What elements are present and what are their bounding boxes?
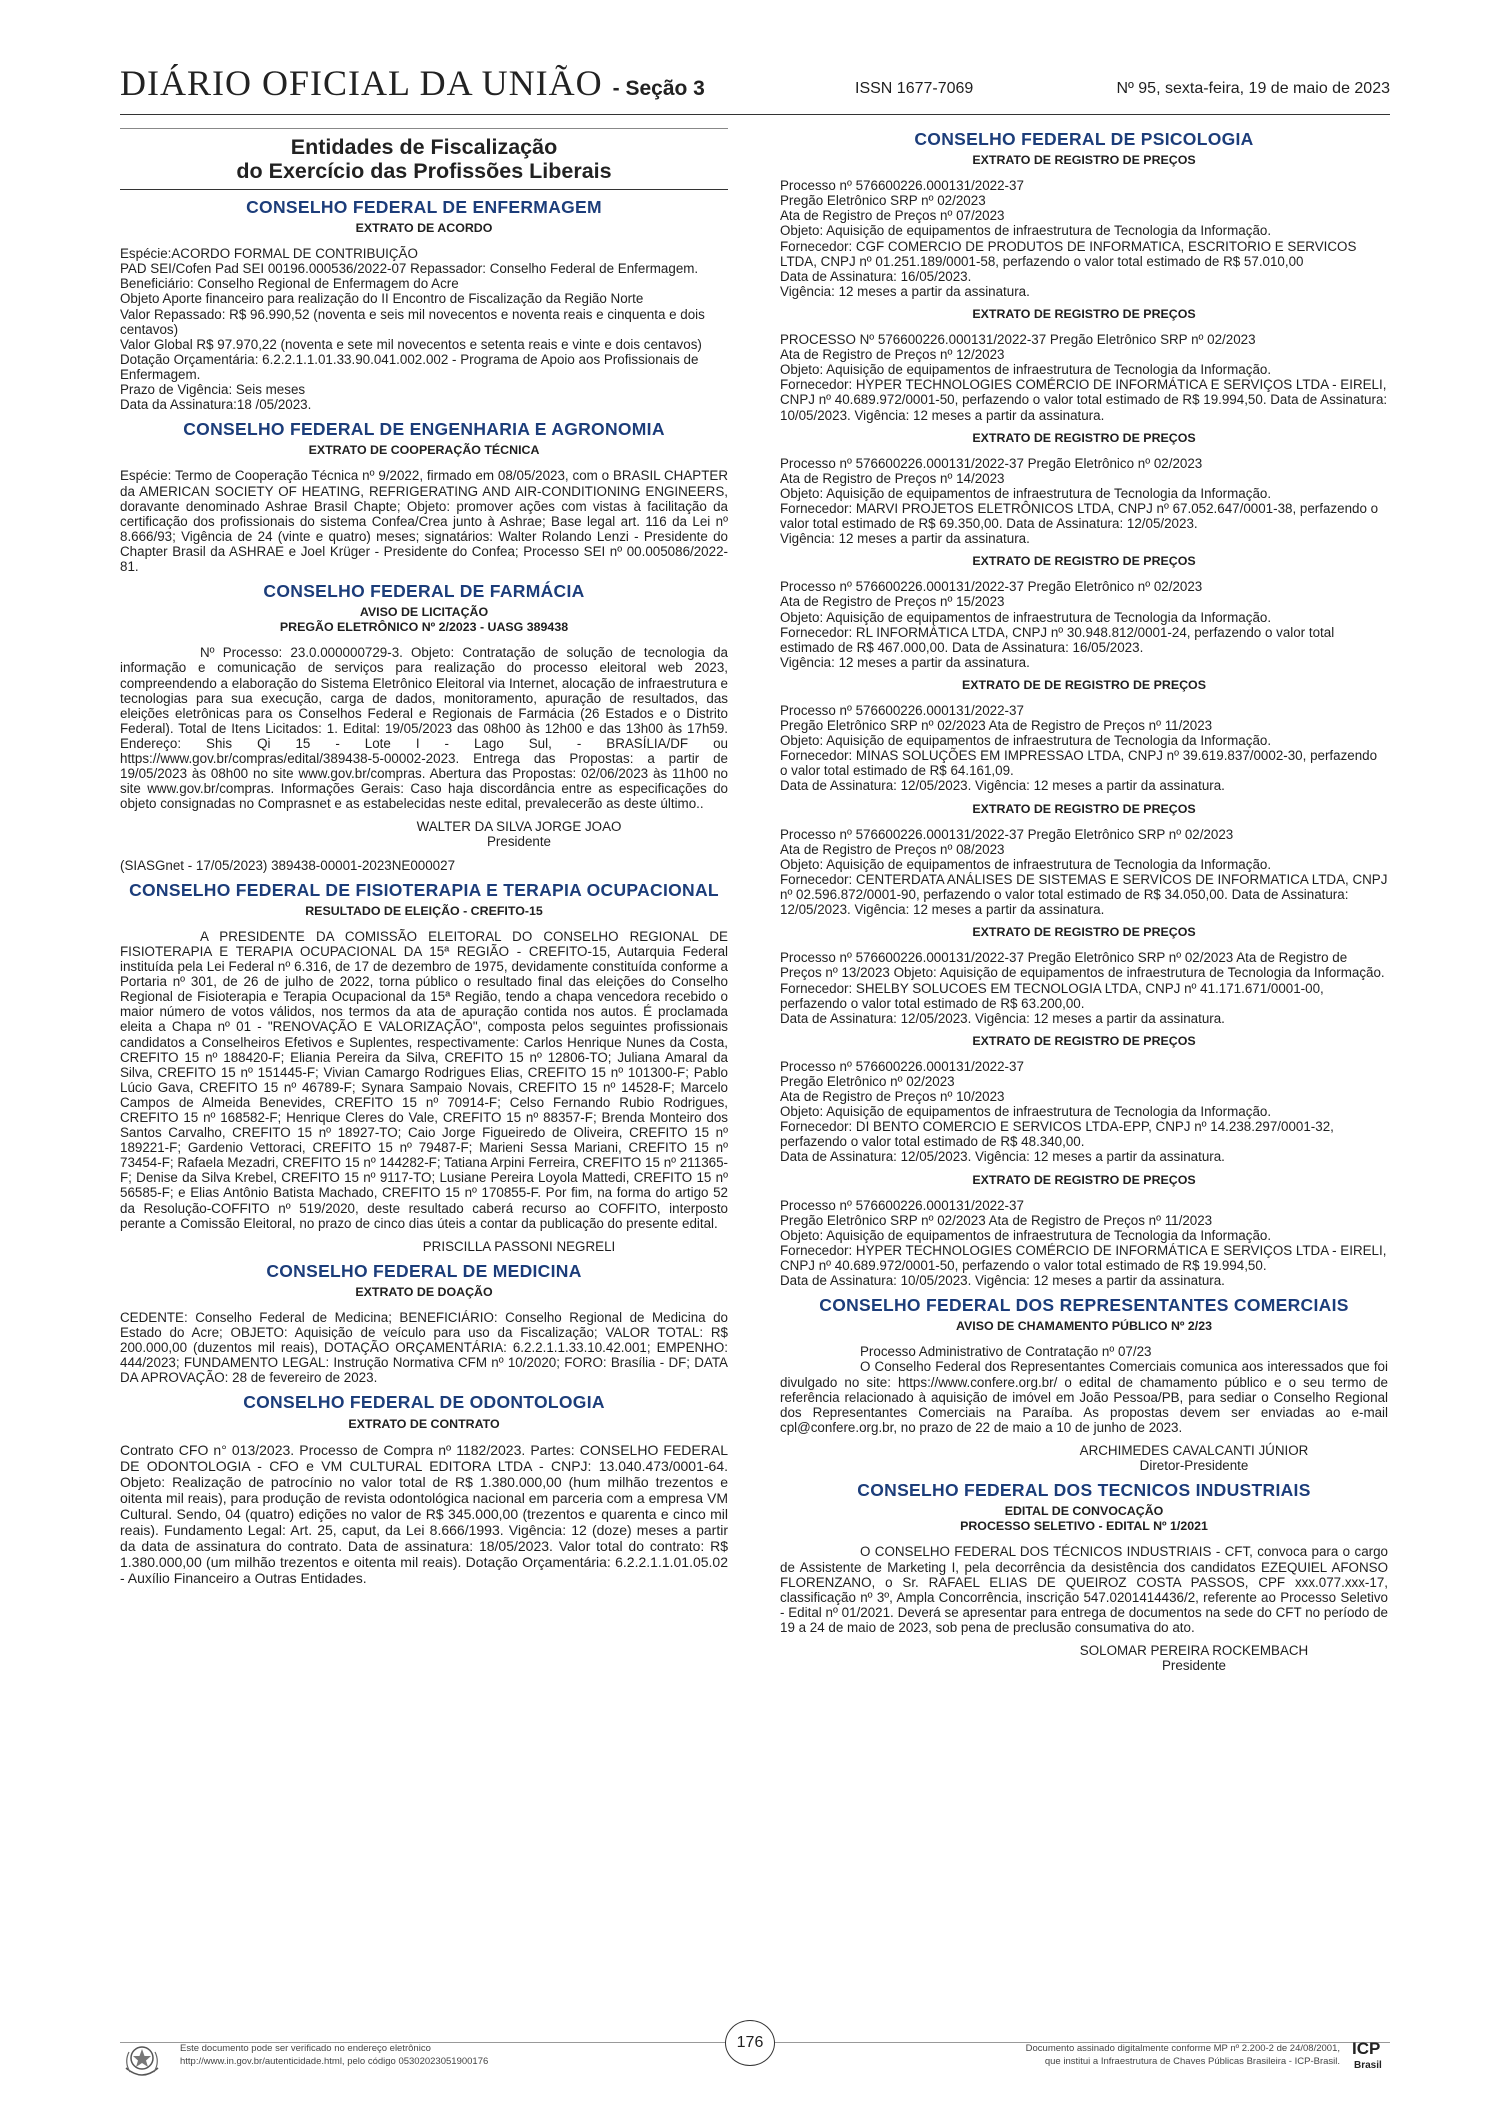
signature-block [310, 819, 728, 849]
extract-item [780, 678, 1388, 794]
act-title: EXTRATO DE ACORDO [355, 221, 493, 236]
act-title: EXTRATO DE DOAÇÃO [355, 1284, 493, 1299]
act-text: O Conselho Federal dos Representantes Comerciais comunica aos interessados que foi divulgado no site: https://www.confere.org.br/ o edital de chamamento público e o seu termo de referência relacionado à aquisição de imóvel em João Pessoa/PB, para sediar o Conselho Regional dos Representantes Comerciais na Paraíba. As propostas devem ser enviadas ao e-mail cpl@confere.org.br, no prazo de 22 de maio a 10 de junho de 2023. [780, 1359, 1388, 1435]
icp-brasil-logo-icon [1350, 2036, 1390, 2080]
extract-text: Processo nº 576600226.000131/2022-37 Pregão Eletrônico SRP nº 02/2023 Ata de Registro de Preços nº 07/2023 Objeto: Aquisição de equipamentos de infraestrutura de Tecnologia da Informação. Fornecedor: CGF COMERCIO DE PRODUTOS DE INFORMATICA, ESCRITORIO E SERVICOS LTDA, CNPJ nº 01.251.189/0001-58, perfazendo o valor total estimado de R$ 57.010,00 Data de Assinatura: 16/05/2023. Vigência: 12 meses a partir da assinatura. [780, 178, 1357, 299]
act-text: Espécie: Termo de Cooperação Técnica nº 9/2022, firmado em 08/05/2023, com o BRASIL CHAPTER da AMERICAN SOCIETY OF HEATING, REFRIGERATING AND AIR-CONDITIONING ENGINEERS, doravante denominado Ashrae Brasil Chapte; Objeto: promover ações com vistas à facilitação da certificação dos profissionais do sistema Confea/Crea junto à Ashrae; Base legal art. 116 da Lei nº 8.666/93; Vigência de 24 (vinte e quatro) meses; signatários: Walter Rolando Lenzi - Presidente do Chapter Brasil da ASHRAE e Joel Krüger - Presidente do Confea; Processo SEI nº 00.005086/2022-81. [120, 468, 728, 574]
issue-info: Nº 95, sexta-feira, 19 de maio de 2023 [1116, 80, 1390, 97]
act-subtitle: PROCESSO SELETIVO - EDITAL Nº 1/2021 [960, 1519, 1208, 1534]
extract-item [780, 554, 1388, 670]
org-psicologia: CONSELHO FEDERAL DE PSICOLOGIA [914, 129, 1254, 149]
extract-title: EXTRATO DE REGISTRO DE PREÇOS [972, 1033, 1196, 1048]
issn: ISSN 1677-7069 [855, 80, 974, 97]
signer-name: ARCHIMEDES CAVALCANTI JÚNIOR [1079, 1442, 1309, 1458]
extract-item [780, 153, 1388, 299]
act-text: Nº Processo: 23.0.000000729-3. Objeto: Contratação de solução de tecnologia da informação e comunicação de serviços para realização do processo eleitoral web 2023, compreendendo a elaboração do Sistema Eletrônico Eleitoral via Internet, alocação de infraestrutura e tecnologias para sua execução, carga de dados, monitoramento, apuração de resultados, das eleições eletrônicas para os Conselhos Federal e Regionais de Farmácia (26 Estados e o Distrito Federal). Total de Itens Licitados: 1. Edital: 19/05/2023 das 08h00 às 12h00 e das 13h00 às 17h59. Endereço: Shis Qi 15 - Lote I - Lago Sul, - BRASÍLIA/DF ou https://www.gov.br/compras/edital/389438-5-00002-2023. Entrega das Propostas: a partir de 19/05/2023 às 08h00 no site www.gov.br/compras. Abertura das Propostas: 02/06/2023 às 11h00 no site www.gov.br/compras. Informações Gerais: Caso haja discordância entre as especificações do objeto consignadas no Comprasnet e as estabelecidas neste edital, prevalecerão as deste último.. [120, 645, 728, 812]
extract-text: Processo nº 576600226.000131/2022-37 Pregão Eletrônico SRP nº 02/2023 Ata de Registro de Preços nº 13/2023 Objeto: Aquisição de equipamentos de infraestrutura de Tecnologia da Informação. Fornecedor: SHELBY SOLUCOES EM TECNOLOGIA LTDA, CNPJ nº 41.171.671/0001-00, perfazendo o valor total estimado de R$ 63.200,00. Data de Assinatura: 12/05/2023. Vigência: 12 meses a partir da assinatura. [780, 950, 1385, 1026]
svg-text:ICPBrasil: ICP Brasil [1352, 2039, 1382, 2071]
act-text: Contrato CFO n° 013/2023. Processo de Compra nº 1182/2023. Partes: CONSELHO FEDERAL DE ODONTOLOGIA - CFO e VM CULTURAL EDITORA LTDA - CNPJ: 13.040.473/0001-64. Objeto: Realização de patrocínio no valor total de R$ 1.380.000,00 (hum milhão trezentos e oitenta mil reais), para produção de revista odontológica nacional em parceria com a empresa VM Cultural. Sendo, 04 (quatro) edições no valor de R$ 345.000,00 (trezentos e quarenta e cinco mil reais). Fundamento Legal: Art. 25, caput, da Lei 8.666/1993. Vigência: 12 (doze) meses a partir da data de assinatura do contrato. Data de assinatura: 18/05/2023. Valor total do contrato: R$ 1.380.000,00 (um milhão trezentos e oitenta mil reais). Dotação Orçamentária: 6.2.2.1.1.01.05.02 - Auxílio Financeiro a Outras Entidades. [120, 1441, 728, 1586]
org-enfermagem: CONSELHO FEDERAL DE ENFERMAGEM [246, 197, 602, 217]
extract-title: EXTRATO DE REGISTRO DE PREÇOS [972, 554, 1196, 569]
extract-title: EXTRATO DE REGISTRO DE PREÇOS [972, 430, 1196, 445]
org-fisioterapia: CONSELHO FEDERAL DE FISIOTERAPIA E TERAPIA OCUPACIONAL [129, 879, 719, 900]
right-column [780, 128, 1388, 1675]
extract-title: EXTRATO DE REGISTRO DE PREÇOS [972, 153, 1196, 168]
act-title: AVISO DE CHAMAMENTO PÚBLICO Nº 2/23 [955, 1319, 1213, 1334]
page-number: 176 [725, 2020, 775, 2066]
extract-title: EXTRATO DE REGISTRO DE PREÇOS [972, 801, 1196, 816]
extract-text: Processo nº 576600226.000131/2022-37 Pregão Eletrônico SRP nº 02/2023 Ata de Registro de Preços nº 11/2023 Objeto: Aquisição de equipamentos de infraestrutura de Tecnologia da Informação. Fornecedor: MINAS SOLUÇÕES EM IMPRESSAO LTDA, CNPJ nº 39.619.837/0002-30, perfazendo o valor total estimado de R$ 64.161,09. Data de Assinatura: 12/05/2023. Vigência: 12 meses a partir da assinatura. [780, 703, 1378, 794]
act-text: O CONSELHO FEDERAL DOS TÉCNICOS INDUSTRIAIS - CFT, convoca para o cargo de Assistente de Marketing I, pela decorrência da desistência dos candidatos EZEQUIEL AFONSO FLORENZANO, o Sr. RAFAEL ELIAS DE QUEIROZ COSTA PASSOS, CPF xxx.077.xxx-17, classificação nº 3º, Ampla Concorrência, inscrição 547.0201414436/2, referente ao Processo Seletivo - Edital nº 01/2021. Deverá se apresentar para entrega de documentos na sede do CFT no período de 19 a 24 de maio de 2023, sob pena de preclusão consumativa do ato. [780, 1544, 1388, 1635]
org-farmacia: CONSELHO FEDERAL DE FARMÁCIA [263, 581, 585, 602]
verification-note: Este documento pode ser verificado no endereço eletrônico http://www.in.gov.br/autenticidade.html, pelo código 05302023051900176 [180, 2043, 489, 2067]
extract-item [780, 802, 1388, 918]
org-odontologia: CONSELHO FEDERAL DE ODONTOLOGIA [243, 1392, 605, 1413]
signer-name: SOLOMAR PEREIRA ROCKEMBACH [1079, 1642, 1309, 1658]
extract-text: Processo nº 576600226.000131/2022-37 Pregão Eletrônico SRP nº 02/2023 Ata de Registro de Preços nº 08/2023 Objeto: Aquisição de equipamentos de infraestrutura de Tecnologia da Informação. Fornecedor: CENTERDATA ANÁLISES DE SISTEMAS E SERVICOS DE INFORMATICA LTDA, CNPJ nº 02.596.872/0001-90, perfazendo o valor total estimado de R$ 34.050,00. Data de Assinatura: 12/05/2023. Vigência: 12 meses a partir da assinatura. [780, 826, 1388, 918]
extract-text: Processo nº 576600226.000131/2022-37 Pregão Eletrônico nº 02/2023 Ata de Registro de Preços nº 14/2023 Objeto: Aquisição de equipamentos de infraestrutura de Tecnologia da Informação. Fornecedor: MARVI PROJETOS ELETRÔNICOS LTDA, CNPJ nº 67.052.647/0001-38, perfazendo o valor total estimado de R$ 69.350,00. Data de Assinatura: 12/05/2023. Vigência: 12 meses a partir da assinatura. [780, 455, 1379, 547]
section-heading: Entidades de Fiscalização do Exercício das Profissões Liberais [120, 135, 728, 190]
signer-role: Presidente [1161, 1658, 1227, 1674]
signer-name: WALTER DA SILVA JORGE JOAO [416, 819, 622, 835]
org-engenharia: CONSELHO FEDERAL DE ENGENHARIA E AGRONOMIA [183, 419, 665, 440]
extract-item [780, 925, 1388, 1026]
act-title: AVISO DE LICITAÇÃO [359, 605, 489, 620]
extract-text: Processo nº 576600226.000131/2022-37 Pregão Eletrônico nº 02/2023 Ata de Registro de Preços nº 10/2023 Objeto: Aquisição de equipamentos de infraestrutura de Tecnologia da Informação. Fornecedor: DI BENTO COMERCIO E SERVICOS LTDA-EPP, CNPJ nº 14.238.297/0001-32, perfazendo o valor total estimado de R$ 48.340,00. Data de Assinatura: 12/05/2023. Vigência: 12 meses a partir da assinatura. [780, 1058, 1334, 1165]
page-header [120, 62, 1390, 115]
act-text: CEDENTE: Conselho Federal de Medicina; BENEFICIÁRIO: Conselho Regional de Medicina do Estado do Acre; OBJETO: Aquisição de veículo para uso da Fiscalização; VALOR TOTAL: R$ 200.000,00 (duzentos mil reais), DOTAÇÃO ORÇAMENTÁRIA: 6.2.2.1.1.33.10.42.001; EMPENHO: 444/2023; FUNDAMENTO LEGAL: Instrução Normativa CFM nº 10/2020; FORO: Brasília - DF; DATA DA APROVAÇÃO: 28 de fevereiro de 2023. [120, 1310, 728, 1386]
signer-role: Presidente [486, 834, 552, 850]
extract-text: Processo nº 576600226.000131/2022-37 Pregão Eletrônico nº 02/2023 Ata de Registro de Preços nº 15/2023 Objeto: Aquisição de equipamentos de infraestrutura de Tecnologia da Informação. Fornecedor: RL INFORMÁTICA LTDA, CNPJ nº 30.948.812/0001-24, perfazendo o valor total estimado de R$ 467.000,00. Data de Assinatura: 16/05/2023. Vigência: 12 meses a partir da assinatura. [780, 579, 1335, 670]
extract-item [780, 1034, 1388, 1165]
section-label: - Seção 3 [612, 77, 705, 100]
signer-name: PRISCILLA PASSONI NEGRELI [422, 1238, 616, 1254]
top-rule [120, 128, 728, 129]
org-representantes: CONSELHO FEDERAL DOS REPRESENTANTES COMERCIAIS [819, 1295, 1349, 1316]
extract-item [780, 431, 1388, 547]
signer-role: Diretor-Presidente [1139, 1458, 1249, 1474]
extract-item [780, 307, 1388, 423]
act-title: EDITAL DE CONVOCAÇÃO [1004, 1504, 1164, 1519]
act-title: EXTRATO DE CONTRATO [348, 1416, 500, 1431]
extract-title: EXTRATO DE REGISTRO DE PREÇOS [972, 306, 1196, 321]
extract-title: EXTRATO DE REGISTRO DE PREÇOS [972, 925, 1196, 940]
act-subtitle: PREGÃO ELETRÔNICO Nº 2/2023 - UASG 389438 [279, 620, 569, 635]
org-tecnicos: CONSELHO FEDERAL DOS TECNICOS INDUSTRIAIS [857, 1480, 1311, 1501]
signature-note: Documento assinado digitalmente conforme MP nº 2.200-2 de 24/08/2001, que institui a Infraestrutura de Chaves Públicas Brasileira - ICP-Brasil. [1025, 2043, 1340, 2067]
signature-block [1000, 1443, 1388, 1473]
act-title: RESULTADO DE ELEIÇÃO - CREFITO-15 [305, 903, 543, 918]
page-footer [120, 2018, 1390, 2078]
left-column [120, 128, 728, 1594]
extract-title: EXTRATO DE REGISTRO DE PREÇOS [972, 1172, 1196, 1187]
reference-code: (SIASGnet - 17/05/2023) 389438-00001-2023NE000027 [120, 857, 456, 873]
act-text: Espécie:ACORDO FORMAL DE CONTRIBUIÇÃO PAD SEI/Cofen Pad SEI 00196.000536/2022-07 Repassador: Conselho Federal de Enfermagem. Beneficiário: Conselho Regional de Enfermagem do Acre Objeto Aporte financeiro para realização do II Encontro de Fiscalização da Região Norte Valor Repassado: R$ 96.990,52 (noventa e seis mil novecentos e noventa reais e cinquenta e dois centavos) Valor Global R$ 97.970,22 (noventa e sete mil novecentos e setenta reais e vinte e dois centavos) Dotação Orçamentária: 6.2.2.1.1.01.33.90.041.002.002 - Programa de Apoio aos Profissionais de Enfermagem. Prazo de Vigência: Seis meses Data da Assinatura:18 /05/2023. [120, 246, 705, 413]
extract-title: EXTRATO DE DE REGISTRO DE PREÇOS [962, 677, 1206, 692]
extract-text: Processo nº 576600226.000131/2022-37 Pregão Eletrônico SRP nº 02/2023 Ata de Registro de Preços nº 11/2023 Objeto: Aquisição de equipamentos de infraestrutura de Tecnologia da Informação. Fornecedor: HYPER TECHNOLOGIES COMÉRCIO DE INFORMÁTICA E SERVIÇOS LTDA - EIRELI, CNPJ nº 40.689.972/0001-50, perfazendo o valor total estimado de R$ 19.994,50. Data de Assinatura: 10/05/2023. Vigência: 12 meses a partir da assinatura. [780, 1197, 1387, 1289]
act-title: EXTRATO DE COOPERAÇÃO TÉCNICA [308, 443, 540, 458]
newspaper-title: DIÁRIO OFICIAL DA UNIÃO - Seção 3 [120, 63, 705, 103]
act-line: Processo Administrativo de Contratação nº 07/23 [860, 1344, 1152, 1360]
extract-item [780, 1173, 1388, 1289]
org-medicina: CONSELHO FEDERAL DE MEDICINA [266, 1260, 582, 1281]
signature-block [1000, 1643, 1388, 1673]
coat-of-arms-icon [120, 2038, 164, 2082]
act-text: A PRESIDENTE DA COMISSÃO ELEITORAL DO CONSELHO REGIONAL DE FISIOTERAPIA E TERAPIA OCUPACIONAL DA 15ª REGIÃO - CREFITO-15, Autarquia Federal instituída pela Lei Federal nº 6.316, de 17 de dezembro de 1975, devidamente constituída conforme a Portaria nº 301, de 26 de julho de 2022, torna público o resultado final das eleições do Conselho Regional de Fisioterapia e Terapia Ocupacional da 15ª Região, tendo a chapa vencedora recebido o maior número de votos válidos, nos termos da ata de apuração contida nos autos. É proclamada eleita a Chapa nº 01 - "RENOVAÇÃO E VALORIZAÇÃO", composta pelos seguintes profissionais candidatos a Conselheiros Efetivos e Suplentes, respectivamente: Carlos Henrique Nunes da Costa, CREFITO 15 nº 188420-F; Eliania Pereira da Silva, CREFITO 15 nº 12806-TO; Juliana Amaral da Silva, CREFITO 15 nº 151445-F; Vivian Camargo Rodrigues Elias, CREFITO 15 nº 101300-F; Pablo Lúcio Gava, CREFITO 15 nº 46789-F; Synara Sampaio Novais, CREFITO 15 nº 14528-F; Marcelo Campos de Almeida Benevides, CREFITO 15 nº 70914-F; Celso Fernando Rubio Rodrigues, CREFITO 15 nº 168582-F; Henrique Cleres do Vale, CREFITO 15 nº 88357-F; Brenda Monteiro dos Santos Carvalho, CREFITO 15 nº 18927-TO; Caio Jorge Figueiredo de Oliveira, CREFITO 15 nº 189221-F; Gardenio Vettoraci, CREFITO 15 nº 79487-F; Marieni Sessa Mariani, CREFITO 15 nº 73454-F; Rafaela Mezadri, CREFITO 15 nº 144282-F; Tatiana Arpini Ferreira, CREFITO 15 nº 211365-F; Denise da Silva Krebel, CREFITO 15 nº 9117-TO; Lusiane Pereira Loyola Mattedi, CREFITO 15 nº 56585-F; e Elias Antônio Batista Machado, CREFITO 15 nº 170855-F. Por fim, na forma do artigo 52 da Resolução-COFFITO nº 519/2020, deste resultado caberá recurso ao COFFITO, interposto perante a Comissão Eleitoral, no prazo de cinco dias úteis a contar da publicação do presente edital. [120, 928, 728, 1231]
extract-text: PROCESSO Nº 576600226.000131/2022-37 Pregão Eletrônico SRP nº 02/2023 Ata de Registro de Preços nº 12/2023 Objeto: Aquisição de equipamentos de infraestrutura de Tecnologia da Informação. Fornecedor: HYPER TECHNOLOGIES COMÉRCIO DE INFORMÁTICA E SERVIÇOS LTDA - EIRELI, CNPJ nº 40.689.972/0001-50, perfazendo o valor total estimado de R$ 19.994,50. Data de Assinatura: 10/05/2023. Vigência: 12 meses a partir da assinatura. [780, 332, 1388, 423]
